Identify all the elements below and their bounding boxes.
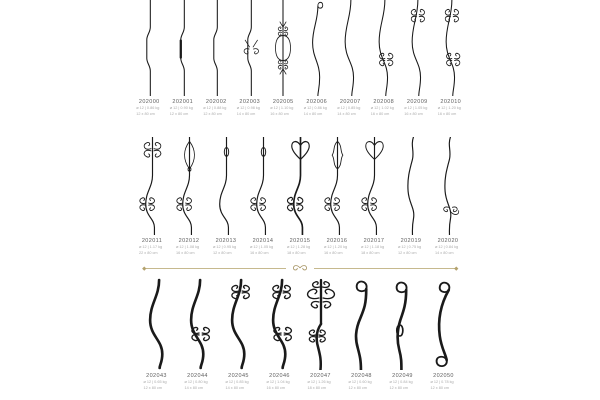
product-spec-weight: ⌀ 12 | 1.02 kg [370, 106, 394, 110]
baluster-drawing [268, 0, 298, 96]
baluster-drawing [134, 0, 164, 96]
product-specs [185, 380, 211, 391]
product-spec-weight: ⌀ 12 | 0.75 kg [398, 245, 422, 249]
product-specs [287, 245, 313, 256]
product-item [200, 0, 234, 117]
product-spec-weight: ⌀ 12 | 0.85 kg [337, 106, 361, 110]
product-item [341, 278, 382, 391]
product-spec-weight: ⌀ 12 | 0.65 kg [143, 380, 167, 384]
divider-end-dot [142, 266, 146, 270]
product-spec-weight: ⌀ 12 | 1.28 kg [287, 245, 311, 249]
product-item [367, 0, 401, 117]
product-code: 202007 [339, 99, 361, 105]
product-spec-size: 12 x 80 cm [213, 250, 232, 255]
product-spec-size: 16 x 80 cm [437, 111, 457, 116]
product-spec-weight: ⌀ 12 | 0.78 kg [430, 380, 454, 384]
baluster-drawing [426, 278, 462, 370]
product-spec-size: 14 x 80 cm [236, 111, 256, 116]
product-code: 202047 [310, 373, 331, 379]
product-spec-weight: ⌀ 12 | 1.10 kg [270, 106, 294, 110]
product-item [430, 137, 467, 256]
product-item [259, 278, 300, 391]
baluster-drawing [369, 0, 399, 96]
section-divider [143, 264, 457, 272]
product-spec-weight: ⌀ 12 | 0.80 kg [184, 380, 208, 384]
product-item [166, 0, 200, 117]
baluster-drawing [210, 137, 243, 235]
product-specs [250, 245, 276, 256]
product-code: 202003 [239, 99, 261, 105]
product-specs [237, 106, 263, 117]
product-spec-size: 18 x 80 cm [287, 250, 306, 255]
product-item [282, 137, 319, 256]
baluster-drawing [284, 137, 317, 235]
product-item [267, 0, 301, 117]
baluster-drawing [321, 137, 354, 235]
catalog-row-1 [0, 0, 600, 117]
product-code: 202010 [440, 99, 462, 105]
product-spec-weight: ⌀ 12 | 0.98 kg [236, 106, 260, 110]
product-code: 202011 [141, 238, 163, 244]
product-item [134, 137, 171, 256]
product-specs [398, 245, 424, 256]
product-spec-weight: ⌀ 12 | 1.05 kg [250, 245, 274, 249]
product-spec-weight: ⌀ 12 | 1.26 kg [307, 380, 331, 384]
product-spec-size: 12 x 80 cm [203, 111, 222, 116]
product-specs [404, 106, 430, 117]
product-code: 202005 [272, 99, 294, 105]
divider-line [314, 268, 455, 269]
baluster-drawing [335, 0, 365, 96]
product-spec-weight: ⌀ 12 | 0.95 kg [213, 245, 237, 249]
product-spec-weight: ⌀ 12 | 0.86 kg [136, 106, 160, 110]
product-item [233, 0, 267, 117]
product-specs [390, 380, 416, 391]
baluster-drawing [344, 278, 380, 370]
product-code: 202001 [172, 99, 194, 105]
product-code: 202006 [306, 99, 328, 105]
product-spec-size: 16 x 80 cm [270, 111, 289, 116]
product-specs [213, 245, 239, 256]
product-spec-size: 12 x 80 cm [136, 111, 155, 116]
product-item [319, 137, 356, 256]
product-spec-size: 16 x 80 cm [324, 250, 343, 255]
product-spec-size: 16 x 80 cm [266, 385, 286, 390]
product-item [356, 137, 393, 256]
product-code: 202013 [215, 238, 237, 244]
product-specs [371, 106, 397, 117]
product-spec-size: 16 x 80 cm [370, 111, 390, 116]
product-specs [226, 380, 252, 391]
product-code: 202048 [351, 373, 372, 379]
baluster-drawing [436, 0, 466, 96]
product-specs [435, 245, 461, 256]
product-spec-weight: ⌀ 12 | 0.84 kg [389, 380, 413, 384]
product-spec-size: 16 x 80 cm [250, 250, 269, 255]
product-code: 202046 [269, 373, 290, 379]
baluster-drawing [262, 278, 298, 370]
product-spec-size: 16 x 80 cm [176, 250, 195, 255]
product-code: 202017 [363, 238, 385, 244]
baluster-drawing [303, 278, 339, 370]
product-spec-weight: ⌀ 12 | 0.84 kg [435, 245, 459, 249]
product-item [401, 0, 435, 117]
product-spec-size: 16 x 80 cm [404, 111, 423, 116]
product-spec-size: 12 x 80 cm [398, 250, 417, 255]
product-code: 202012 [178, 238, 200, 244]
product-item [434, 0, 468, 117]
product-spec-size: 18 x 80 cm [361, 250, 380, 255]
product-specs [176, 245, 202, 256]
divider-ornament-icon [290, 264, 310, 272]
product-code: 202000 [138, 99, 160, 105]
product-code: 202015 [289, 238, 311, 244]
catalog-row-3 [0, 278, 600, 391]
product-code: 202045 [228, 373, 249, 379]
product-specs [361, 245, 387, 256]
product-spec-size: 14 x 80 cm [225, 385, 245, 390]
baluster-drawing [235, 0, 265, 96]
product-specs [438, 106, 464, 117]
baluster-drawing [201, 0, 231, 96]
product-code: 202043 [146, 373, 167, 379]
product-item [171, 137, 208, 256]
baluster-drawing [136, 137, 169, 235]
product-specs [203, 106, 229, 117]
product-spec-weight: ⌀ 12 | 1.08 kg [176, 245, 200, 249]
divider-line [146, 268, 287, 269]
product-spec-size: 12 x 80 cm [169, 111, 189, 116]
product-specs [337, 106, 363, 117]
product-spec-size: 14 x 80 cm [184, 385, 204, 390]
product-spec-weight: ⌀ 12 | 1.20 kg [437, 106, 461, 110]
product-spec-weight: ⌀ 12 | 0.86 kg [303, 106, 327, 110]
product-spec-weight: ⌀ 12 | 0.88 kg [203, 106, 227, 110]
product-spec-weight: ⌀ 12 | 0.90 kg [169, 106, 193, 110]
product-item [208, 137, 245, 256]
product-item [382, 278, 423, 391]
baluster-drawing [395, 137, 428, 235]
baluster-drawing [402, 0, 432, 96]
baluster-drawing [432, 137, 465, 235]
product-spec-size: 12 x 80 cm [430, 385, 450, 390]
product-code: 202009 [406, 99, 428, 105]
product-item [136, 278, 177, 391]
product-item [334, 0, 368, 117]
baluster-drawing [247, 137, 280, 235]
product-spec-size: 22 x 80 cm [139, 250, 158, 255]
baluster-drawing [358, 137, 391, 235]
baluster-drawing [385, 278, 421, 370]
product-item [300, 0, 334, 117]
product-specs [144, 380, 170, 391]
product-item [177, 278, 218, 391]
product-spec-weight: ⌀ 12 | 0.85 kg [225, 380, 249, 384]
product-code: 202049 [392, 373, 413, 379]
product-spec-weight: ⌀ 12 | 0.60 kg [348, 380, 372, 384]
product-code: 202020 [437, 238, 459, 244]
product-spec-weight: ⌀ 12 | 1.05 kg [404, 106, 428, 110]
product-specs [270, 106, 296, 117]
product-code: 202014 [252, 238, 274, 244]
product-spec-size: 12 x 80 cm [143, 385, 163, 390]
product-spec-weight: ⌀ 12 | 1.04 kg [266, 380, 290, 384]
product-specs [170, 106, 196, 117]
product-item [245, 137, 282, 256]
product-spec-weight: ⌀ 12 | 1.18 kg [361, 245, 385, 249]
divider-end-dot [454, 266, 458, 270]
product-spec-weight: ⌀ 12 | 1.20 kg [324, 245, 348, 249]
product-item [218, 278, 259, 391]
product-code: 202016 [326, 238, 348, 244]
product-spec-weight: ⌀ 12 | 1.17 kg [139, 245, 163, 249]
product-code: 202002 [205, 99, 227, 105]
product-specs [308, 380, 334, 391]
product-item [300, 278, 341, 391]
baluster-drawing [221, 278, 257, 370]
product-specs [431, 380, 457, 391]
baluster-drawing [173, 137, 206, 235]
product-item [423, 278, 464, 391]
product-code: 202044 [187, 373, 208, 379]
product-specs [304, 106, 330, 117]
product-spec-size: 12 x 80 cm [348, 385, 368, 390]
product-code: 202050 [433, 373, 454, 379]
product-code: 202008 [373, 99, 395, 105]
product-specs [324, 245, 350, 256]
product-code: 202019 [400, 238, 422, 244]
product-specs [139, 245, 165, 256]
product-specs [267, 380, 293, 391]
product-spec-size: 18 x 80 cm [307, 385, 327, 390]
product-item [393, 137, 430, 256]
product-spec-size: 12 x 80 cm [389, 385, 409, 390]
baluster-drawing [180, 278, 216, 370]
product-spec-size: 14 x 80 cm [337, 111, 356, 116]
catalog-row-2 [0, 137, 600, 256]
product-spec-size: 14 x 80 cm [435, 250, 454, 255]
product-spec-size: 14 x 80 cm [303, 111, 323, 116]
baluster-drawing [302, 0, 332, 96]
baluster-drawing [168, 0, 198, 96]
baluster-drawing [139, 278, 175, 370]
product-item [133, 0, 167, 117]
product-specs [136, 106, 162, 117]
product-specs [349, 380, 375, 391]
